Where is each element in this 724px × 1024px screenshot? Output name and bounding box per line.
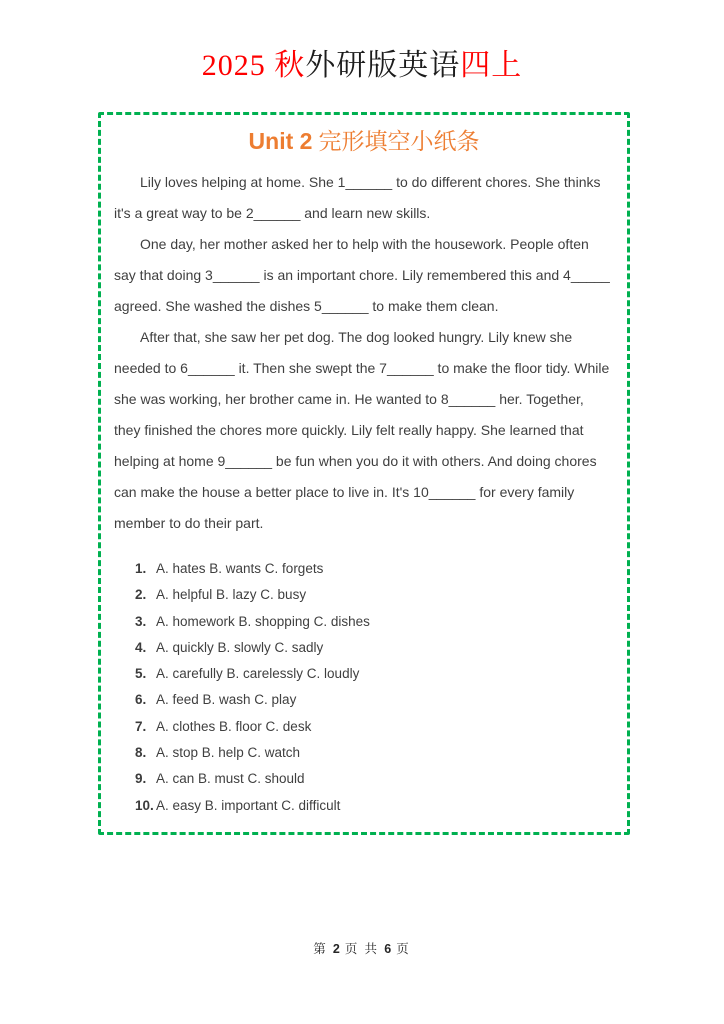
option-item-4 <box>135 635 614 661</box>
cloze-passage <box>114 167 614 539</box>
footer-label-middle: 页 共 <box>339 942 385 956</box>
option-item-6 <box>135 687 614 713</box>
option-item-2 <box>135 582 614 608</box>
option-number: 6. <box>135 692 147 708</box>
option-item-8 <box>135 740 614 766</box>
option-item-7 <box>135 714 614 740</box>
option-text: A. can B. must C. should <box>156 771 305 787</box>
option-number: 8. <box>135 745 147 761</box>
passage-paragraph-2: One day, her mother asked her to help with the housework. People often say that doing 3______ is an important chore. Lily remembered this and 4_____ agreed. She washed the dishes 5______ to make them clean. <box>114 236 610 314</box>
option-text: A. feed B. wash C. play <box>156 692 297 708</box>
passage-paragraph-3: After that, she saw her pet dog. The dog looked hungry. Lily knew she needed to 6______ it. Then she swept the 7______ to make the floor tidy. While she was working, her brother came in. He wanted to 8______ her. Together, they finished the chores more quickly. Lily felt really happy. She learned that helping at home 9______ be fun when you do it with others. And doing chores can make the house a better place to live in. It's 10______ for every family member to do their part. <box>114 329 610 531</box>
unit-title-cn: 完形填空小纸条 <box>318 128 480 154</box>
footer-page-number: 2 <box>332 942 340 956</box>
page-title-edition: 外研版英语 <box>305 49 461 82</box>
unit-title <box>101 126 627 156</box>
option-text: A. carefully B. carelessly C. loudly <box>156 666 360 682</box>
option-number: 2. <box>135 587 147 603</box>
option-number: 4. <box>135 639 147 655</box>
option-item-1 <box>135 556 614 582</box>
option-text: A. stop B. help C. watch <box>156 745 301 761</box>
option-number: 5. <box>135 666 147 682</box>
option-text: A. helpful B. lazy C. busy <box>156 587 307 603</box>
option-number: 9. <box>135 771 147 787</box>
page-title <box>0 46 724 86</box>
option-text: A. quickly B. slowly C. sadly <box>156 639 324 655</box>
option-number: 10. <box>135 797 154 813</box>
option-text: A. hates B. wants C. forgets <box>156 561 324 576</box>
passage-paragraph-1: Lily loves helping at home. She 1______ to do different chores. She thinks it's a great way to be 2______ and learn new skills. <box>114 174 601 221</box>
option-item-5 <box>135 661 614 687</box>
page-title-grade: 四上 <box>460 49 523 82</box>
option-number: 3. <box>135 613 147 629</box>
footer-label-suffix: 页 <box>391 942 411 956</box>
option-item-3 <box>135 609 614 635</box>
page-footer <box>0 940 724 958</box>
option-text: A. clothes B. floor C. desk <box>156 718 312 734</box>
options-list <box>135 556 614 819</box>
option-text: A. easy B. important C. difficult <box>156 797 341 813</box>
footer-label-prefix: 第 <box>313 942 333 956</box>
page-title-term: 2025 秋 <box>201 49 306 82</box>
unit-title-en: Unit 2 <box>248 128 313 154</box>
footer-total-pages: 6 <box>384 942 392 956</box>
option-item-10 <box>135 793 614 819</box>
option-item-9 <box>135 766 614 792</box>
option-text: A. homework B. shopping C. dishes <box>156 613 370 629</box>
worksheet-box <box>98 112 630 835</box>
option-number: 7. <box>135 718 147 734</box>
option-number: 1. <box>135 561 147 576</box>
